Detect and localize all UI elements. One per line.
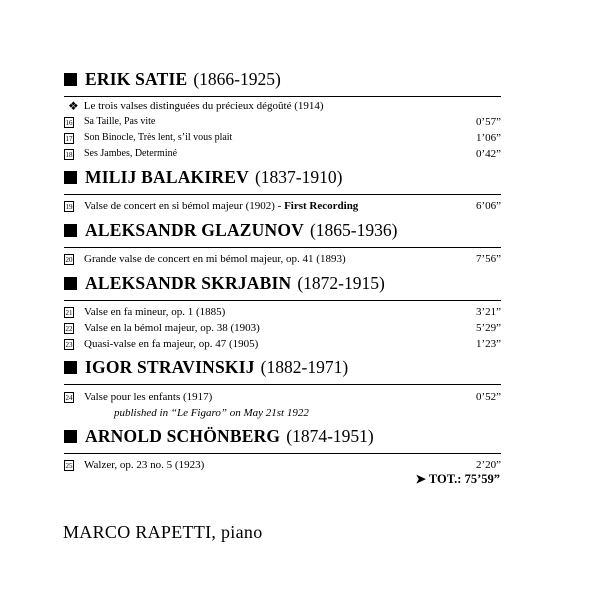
track-number: 21 [65, 308, 73, 317]
composer-name: ERIK SATIE [85, 69, 188, 89]
composer-section-balakirev [64, 166, 501, 214]
composer-heading [64, 425, 501, 447]
track-number: 16 [65, 118, 73, 127]
square-bullet-icon [64, 171, 77, 184]
diamond-bullet-icon: ❖ [68, 99, 79, 113]
track-number: 17 [65, 134, 73, 143]
composer-heading [64, 68, 501, 90]
first-recording-note: First Recording [284, 200, 359, 212]
track-number: 24 [65, 393, 73, 402]
track-number: 25 [65, 461, 73, 470]
square-bullet-icon [64, 361, 77, 374]
divider [64, 384, 501, 385]
composer-heading [64, 219, 501, 241]
composer-name: MILIJ BALAKIREV [85, 167, 249, 187]
track-duration: 1’06” [475, 132, 501, 144]
track-duration: 1’23” [475, 338, 501, 350]
work-title: Le trois valses distinguées du précieux dégoûté (1914) [83, 100, 324, 112]
work-group-title [64, 98, 501, 114]
composer-name: IGOR STRAVINSKIJ [85, 357, 255, 377]
composer-dates: (1872-1915) [297, 273, 385, 293]
track-number: 19 [65, 202, 73, 211]
track-row [64, 198, 501, 214]
performer-credit: MARCO RAPETTI, piano [63, 522, 263, 542]
composer-name: ARNOLD SCHÖNBERG [85, 426, 281, 446]
composer-heading [64, 166, 501, 188]
track-title: Valse pour les enfants (1917) [84, 391, 213, 403]
track-duration: 0’52” [475, 391, 501, 403]
composer-heading [64, 272, 501, 294]
composer-dates: (1865-1936) [309, 220, 398, 240]
track-duration: 0’57” [475, 116, 501, 128]
track-number: 18 [65, 150, 73, 159]
track-row [64, 304, 501, 320]
square-bullet-icon [64, 277, 77, 290]
composer-heading [64, 356, 501, 378]
divider [64, 247, 501, 248]
track-duration: 3’21” [475, 306, 501, 318]
track-title [84, 198, 451, 214]
track-number: 20 [65, 255, 73, 264]
divider [64, 194, 501, 195]
track-duration: 2’20” [475, 459, 501, 471]
composer-dates: (1837-1910) [254, 167, 343, 187]
track-row [64, 389, 501, 405]
track-title: Valse en fa mineur, op. 1 (1885) [84, 306, 226, 318]
composer-section-satie [64, 68, 501, 162]
composer-name: ALEKSANDR GLAZUNOV [85, 220, 304, 240]
square-bullet-icon [64, 224, 77, 237]
divider [64, 96, 501, 97]
square-bullet-icon [64, 430, 77, 443]
track-duration: 6’06” [475, 200, 501, 212]
track-duration: 0’42” [475, 148, 501, 160]
track-row [64, 130, 501, 146]
track-title: Grande valse de concert en mi bémol majeur, op. 41 (1893) [84, 253, 346, 265]
divider [64, 453, 501, 454]
track-number: 23 [65, 340, 73, 349]
total-duration: ➤ TOT.: 75’59” [415, 472, 500, 486]
track-row [64, 336, 501, 352]
composer-section-stravinskij [64, 356, 501, 421]
divider [64, 300, 501, 301]
track-title: Quasi-valse en fa majeur, op. 47 (1905) [84, 338, 259, 350]
track-duration: 5’29” [475, 322, 501, 334]
track-title: Son Binocle, Très lent, s’il vous plait [84, 132, 233, 143]
composer-dates: (1882-1971) [260, 357, 349, 377]
track-duration: 7’56” [475, 253, 501, 265]
track-title: Walzer, op. 23 no. 5 (1923) [84, 459, 205, 471]
composer-section-skrjabin [64, 272, 501, 352]
track-row [64, 146, 501, 162]
composer-section-schonberg [64, 425, 501, 473]
publication-note: published in “Le Figaro” on May 21st 1922 [114, 407, 309, 419]
track-row [64, 251, 501, 267]
composer-dates: (1866-1925) [193, 69, 281, 89]
track-row [64, 114, 501, 130]
composer-section-glazunov [64, 219, 501, 267]
composer-name: ALEKSANDR SKRJABIN [85, 273, 292, 293]
square-bullet-icon [64, 73, 77, 86]
track-row [64, 320, 501, 336]
composer-dates: (1874-1951) [286, 426, 374, 446]
track-title-text: Valse de concert en si bémol majeur (1902) - [84, 200, 285, 212]
track-number: 22 [65, 324, 73, 333]
track-title: Sa Taille, Pas vite [84, 116, 156, 127]
track-title: Ses Jambes, Determiné [84, 148, 178, 159]
track-title: Valse en la bémol majeur, op. 38 (1903) [84, 322, 260, 334]
